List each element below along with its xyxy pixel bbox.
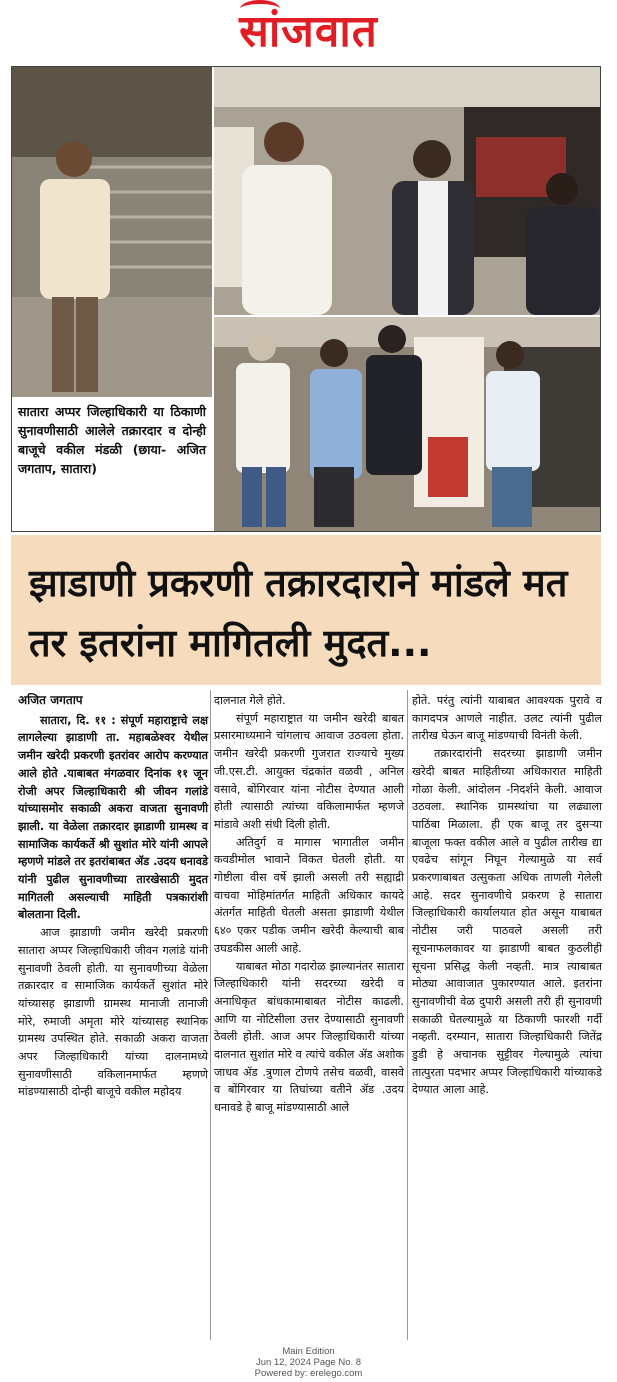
footer-powered-link[interactable]: Powered by: erelego.com [254, 1368, 363, 1379]
article-paragraph: आज झाडाणी जमीन खरेदी प्रकरणी सातारा अप्पर जिल्हाधिकारी जीवन गलांडे यांनी सुनावणी ठेवली होती. या सुनावणीच्या वेळेला तक्रारदार व सामाजिक कार्यकर्ते सुशांत मोरे यांच्यासह झाडाणी ग्रामस्थ मानाजी तानाजी मोरे, रुमाजी अमृता मोरे यांच्यासह स्थानिक ग्रामस्थ उपस्थित होते. सकाळी अकरा वाजता अपर जिल्हाधिकारी यांच्या दालनामध्ये सुनावणीसाठी वकिलानमार्फत म्हणणे मांडण्यासाठी दोन्ही बाजूचे वकील महोदय [18, 926, 208, 1099]
column-divider [407, 690, 408, 1340]
masthead-title: सांजवात [239, 6, 378, 57]
article-column-2 [214, 692, 404, 1117]
article-paragraph: सातारा, दि. ११ : संपूर्ण महाराष्ट्राचे लक्ष लागलेल्या झाडाणी ता. महाबळेश्वर येथील जमीन खरेदी प्रकरणी इतरांवर आरोप करण्यात आले होते .याबाबत मंगळवार दिनांक ११ जून रोजी अपर जिल्हाधिकारी श्री जीवन गलांडे यांच्यासमोर सकाळी अकरा वाजता सुनावणी झाली. या वेळेला तक्रारदार झाडाणी ग्रामस्थ व सामाजिक कार्यकर्ते श्री सुशांत मोरे यांनी आपले म्हणणे मांडले तर इतरांबाबत ॲड .उदय धनावडे यांनी पुढील सुनावणीच्या तारखेसाठी मुदत मागितली असल्याची माहिती पत्रकारांशी बोलताना दिली. [18, 713, 208, 922]
article-paragraph: दालनात गेले होते. [214, 694, 286, 707]
article-paragraph: तक्रारदारांनी सदरच्या झाडाणी जमीन खरेदी बाबत माहितीच्या अधिकारात माहिती गोळा केली. आंदोलन -निदर्शने केली. आवाज उठवला. स्थानिक ग्रामस्थांचा या लढ्याला पाठिंबा मिळाला. ही एक बाजू तर दुसऱ्या बाजूला फक्त वकील आले व पुढील तारीख द्या एवढेच सांगून निघून गेल्यामुळे या सर्व प्रकरणाबाबत उत्सुकता अधिक ताणली गेलेली आहे. सदर सुनावणीचे प्रकरण हे सातारा जिल्हाधिकारी कार्यालयात होत असून याबाबत नोटीस जरी पाठवले असली तरी सूचनाफलकावर या झाडाणी बाबत कुठलीही सूचना प्रसिद्ध केली नव्हती. मात्र त्याबाबत मोठ्या आवाजात पुकारण्यात आले. इतरांना सुनावणीची वेळ दुपारी असली तरी ही सुनावणी सकाळी घेतल्यामुळे या ठिकाणी फारशी गर्दी नव्हती. दरम्यान, सातारा जिल्हाधिकारी जितेंद्र डुडी हे अचानक सुट्टीवर गेल्यामुळे त्यांचा तात्पुरता पदभार अप्पर जिल्हाधिकारी यांच्याकडे देण्यात आला आहे. [412, 747, 602, 1097]
footer [0, 1346, 617, 1379]
article-paragraph: याबाबत मोठा गदारोळ झाल्यानंतर सातारा जिल्हाधिकारी यांनी सदरच्या खरेदी व अनाधिकृत बांधकामाबाबत नोटीस काढली. आणि या नोटिसीला उत्तर देण्यासाठी सुनावणी ठेवली होती. आज अपर जिल्हाधिकारी यांच्या दालनात सुशांत मोरे व त्यांचे वकील ॲड अशोक जाधव ॲड .त्रुणाल टोणपे तसेच वळवी, वासवे व बोंगिरवार या तिघांच्या वतीने ॲड .उदय धनावडे हे बाजू मांडण्यासाठी आले [214, 959, 404, 1115]
byline: अजित जगताप [18, 693, 83, 707]
article-column-3 [412, 692, 602, 1099]
article-paragraph: होते. परंतु त्यांनी याबाबत आवश्यक पुरावे व कागदपत्र आणले नाहीत. उलट त्यांनी पुढील तारीख घेऊन बाजू मांडण्याची विनंती केली. [412, 694, 602, 743]
article-paragraph: संपूर्ण महाराष्ट्रात या जमीन खरेदी बाबत प्रसारमाध्यमाने चांगलाच आवाज उठवला होता. जमीन खरेदी प्रकरणी गुजरात राज्याचे मुख्य जी.एस.टी. आयुक्त चंद्रकांत वळवी , अनिल वसावे, बोंगिरवार यांना नोटीस देण्यात आली होती त्यासाठी त्यांच्या वकिलामार्फत म्हणजे मांडावे अशी संधी दिली होती. [214, 711, 404, 831]
footer-date-page: Jun 12, 2024 Page No. 8 [255, 1357, 362, 1368]
photo-walking-group [214, 317, 600, 531]
masthead [0, 0, 617, 64]
photo-lobby-group [214, 67, 600, 315]
article-paragraph: अतिदुर्ग व मागास भागातील जमीन कवडीमोल भावाने विकत घेतली होती. या गोष्टीला वीस वर्षे झाली असली तरी सह्याद्री वाचवा मोहिमांतर्गत माहिती अधिकार कायदे अंतर्गत माहिती घेतली असता झाडाणी येथील ६४० एकर पडीक जमीन खरेदी केल्याची बाब उघडकीस आली आहे. [214, 835, 404, 955]
footer-edition: Main Edition [282, 1346, 335, 1357]
article-column-1 [18, 692, 208, 1101]
headline: झाडाणी प्रकरणी तक्रारदाराने मांडले मत तर इतरांना मागितली मुदत... [29, 561, 568, 665]
photo-caption: सातारा अप्पर जिल्हाधिकारी या ठिकाणी सुनावणीसाठी आलेले तक्रारदार व दोन्ही बाजूचे वकील मंडळी (छाया- अजित जगताप, सातारा) [12, 398, 212, 530]
headline-box [11, 535, 601, 685]
photo-staircase [12, 67, 212, 397]
column-divider [210, 690, 211, 1340]
